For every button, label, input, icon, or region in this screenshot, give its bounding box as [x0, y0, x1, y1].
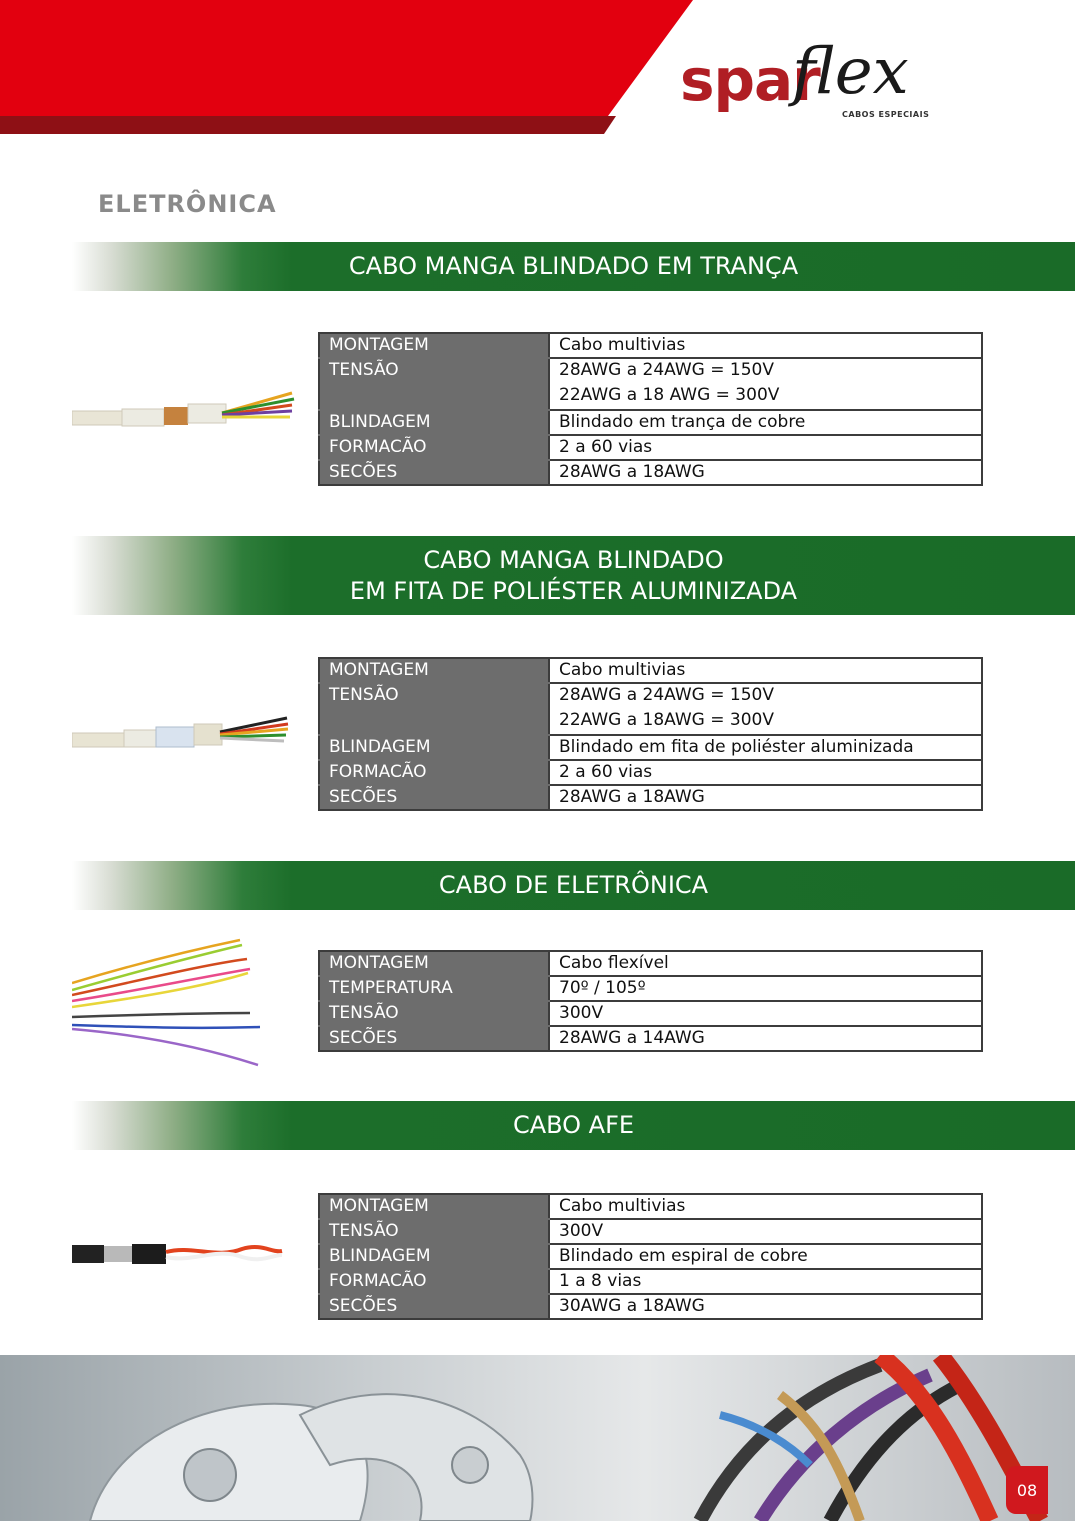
logo-text-spar: spar [680, 46, 820, 114]
page-number-badge: 08 [1006, 1466, 1048, 1514]
spec-row [319, 760, 982, 785]
spec-value: 28AWG a 18AWG [549, 460, 982, 485]
product-title-line: CABO MANGA BLINDADO EM TRANÇA [348, 252, 799, 280]
product-banner-2 [72, 536, 1075, 615]
spec-value-line: 22AWG a 18AWG = 300V [559, 710, 774, 730]
spec-label: FORMACÃO [319, 1269, 549, 1294]
spec-value: Blindado em fita de poliéster aluminizada [549, 735, 982, 760]
spec-row [319, 1269, 982, 1294]
product-banner-3 [72, 861, 1075, 910]
spec-label: FORMACÃO [319, 435, 549, 460]
spec-label: SECÕES [319, 1026, 549, 1051]
logo-text-flex: flex [792, 35, 909, 109]
product-title-line: CABO MANGA BLINDADO [423, 545, 724, 574]
afe-cable-icon [72, 1235, 287, 1275]
spec-row [319, 658, 982, 683]
spec-value: 30AWG a 18AWG [549, 1294, 982, 1319]
spec-row [319, 951, 982, 976]
spec-value-line: 28AWG a 24AWG = 150V [559, 360, 774, 380]
spec-value: 28AWG a 14AWG [549, 1026, 982, 1051]
spec-value: 1 a 8 vias [549, 1269, 982, 1294]
spec-table-3 [318, 950, 983, 1052]
spec-value [549, 683, 982, 735]
spec-table-4 [318, 1193, 983, 1320]
spec-row [319, 683, 982, 735]
spec-label: BLINDAGEM [319, 735, 549, 760]
spec-row [319, 410, 982, 435]
spec-row [319, 1219, 982, 1244]
spec-label: BLINDAGEM [319, 1244, 549, 1269]
spec-value: 300V [549, 1219, 982, 1244]
spec-row [319, 1026, 982, 1051]
spec-label: TENSÃO [319, 1219, 549, 1244]
spec-label: SECÕES [319, 460, 549, 485]
section-title: ELETRÔNICA [98, 190, 277, 218]
spec-value-line: 22AWG a 18 AWG = 300V [559, 385, 780, 405]
spec-row [319, 333, 982, 358]
spec-value [549, 358, 982, 410]
product-title-line: CABO AFE [512, 1111, 635, 1139]
spec-row [319, 1001, 982, 1026]
spec-value: Cabo flexível [549, 951, 982, 976]
spec-table-2 [318, 657, 983, 811]
spec-value: Blindado em espiral de cobre [549, 1244, 982, 1269]
brand-logo [680, 35, 980, 140]
product-title-line: EM FITA DE POLIÉSTER ALUMINIZADA [349, 576, 798, 605]
spec-label: TENSÃO [319, 683, 549, 735]
spec-value: 300V [549, 1001, 982, 1026]
braided-shield-cable-icon [72, 385, 297, 435]
spec-row [319, 1244, 982, 1269]
product-title-line: CABO DE ELETRÔNICA [438, 871, 709, 899]
spec-label: BLINDAGEM [319, 410, 549, 435]
spec-label: MONTAGEM [319, 658, 549, 683]
spec-value: 28AWG a 18AWG [549, 785, 982, 810]
spec-label: MONTAGEM [319, 333, 549, 358]
spec-row [319, 785, 982, 810]
spec-label: FORMACÃO [319, 760, 549, 785]
logo-tagline: CABOS ESPECIAIS [842, 110, 930, 119]
spec-label: SECÕES [319, 785, 549, 810]
spec-row [319, 435, 982, 460]
spec-row [319, 358, 982, 410]
spec-value: Blindado em trança de cobre [549, 410, 982, 435]
spec-row [319, 460, 982, 485]
spec-value: 2 a 60 vias [549, 760, 982, 785]
spec-label: MONTAGEM [319, 1194, 549, 1219]
spec-table-1 [318, 332, 983, 486]
foil-shield-cable-icon [72, 700, 297, 760]
spec-value: Cabo multivias [549, 333, 982, 358]
spec-row [319, 735, 982, 760]
spec-row [319, 976, 982, 1001]
single-wires-icon [72, 935, 272, 1070]
spec-label: MONTAGEM [319, 951, 549, 976]
spec-label: SECÕES [319, 1294, 549, 1319]
spec-value: 2 a 60 vias [549, 435, 982, 460]
product-banner-1 [72, 242, 1075, 291]
spec-value: Cabo multivias [549, 658, 982, 683]
spec-value: 70º / 105º [549, 976, 982, 1001]
spec-value-line: 28AWG a 24AWG = 150V [559, 685, 774, 705]
industrial-robot-cables-photo [0, 1355, 1075, 1521]
spec-row [319, 1194, 982, 1219]
spec-value: Cabo multivias [549, 1194, 982, 1219]
product-banner-4 [72, 1101, 1075, 1150]
spec-label: TEMPERATURA [319, 976, 549, 1001]
spec-label: TENSÃO [319, 358, 549, 410]
spec-label: TENSÃO [319, 1001, 549, 1026]
spec-row [319, 1294, 982, 1319]
